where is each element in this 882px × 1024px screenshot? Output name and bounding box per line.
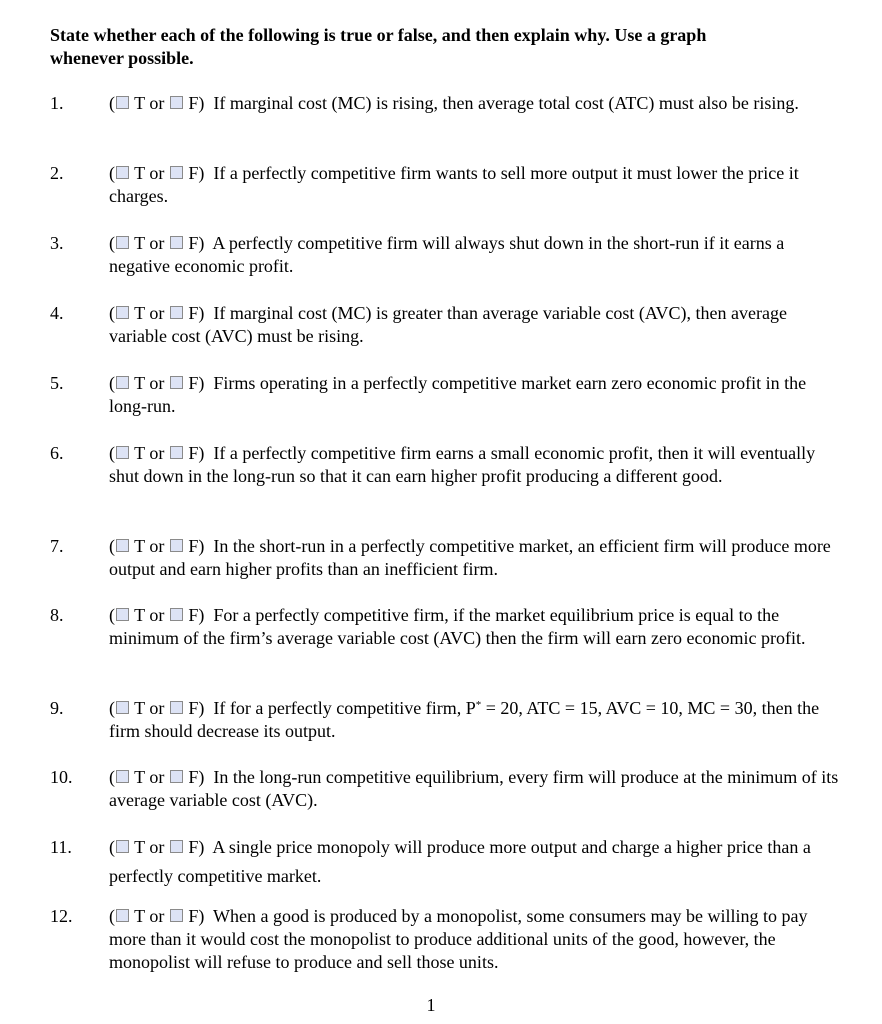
true-false-selector: ( T or F) [109, 767, 205, 787]
false-label: F) [183, 906, 205, 926]
false-checkbox[interactable] [170, 236, 183, 249]
instructions-line-2: whenever possible. [50, 48, 194, 68]
false-label: F) [183, 233, 205, 253]
true-checkbox[interactable] [116, 608, 129, 621]
false-checkbox[interactable] [170, 306, 183, 319]
false-label: F) [183, 163, 205, 183]
instructions-heading [50, 24, 810, 70]
true-false-selector: ( T or F) [109, 837, 205, 857]
question-number: 12. [50, 906, 73, 926]
question-number: 8. [50, 605, 64, 625]
question-number: 4. [50, 303, 64, 323]
question-text: If marginal cost (MC) is greater than average variable cost (AVC), then average variable cost (AVC) must be rising. [109, 303, 787, 346]
question-number: 1. [50, 93, 64, 113]
true-checkbox[interactable] [116, 909, 129, 922]
false-checkbox[interactable] [170, 770, 183, 783]
superscript-star: * [475, 699, 482, 711]
question-body [109, 92, 839, 115]
false-checkbox[interactable] [170, 608, 183, 621]
true-label: T or [130, 767, 169, 787]
true-false-selector: ( T or F) [109, 605, 205, 625]
question-number: 7. [50, 536, 64, 556]
question-text: A perfectly competitive firm will always shut down in the short-run if it earns a negative economic profit. [109, 233, 785, 276]
true-checkbox[interactable] [116, 306, 129, 319]
true-false-selector: ( T or F) [109, 906, 205, 926]
question-text: In the long-run competitive equilibrium, every firm will produce at the minimum of its average variable cost (AVC). [109, 767, 839, 810]
question-text: If for a perfectly competitive firm, P* = 20, ATC = 15, AVC = 10, MC = 30, then the firm should decrease its output. [109, 698, 820, 741]
false-label: F) [183, 767, 205, 787]
question-text: In the short-run in a perfectly competitive market, an efficient firm will produce more output and earn higher profits than an inefficient firm. [109, 536, 831, 579]
question-text: Firms operating in a perfectly competitive market earn zero economic profit in the long-run. [109, 373, 807, 416]
false-checkbox[interactable] [170, 446, 183, 459]
true-checkbox[interactable] [116, 446, 129, 459]
true-label: T or [130, 698, 169, 718]
false-label: F) [183, 373, 205, 393]
false-label: F) [183, 303, 205, 323]
question-body [109, 833, 839, 891]
true-label: T or [130, 837, 169, 857]
true-false-selector: ( T or F) [109, 163, 205, 183]
question-number: 2. [50, 163, 64, 183]
question-body [109, 372, 839, 418]
true-false-selector: ( T or F) [109, 536, 205, 556]
true-label: T or [130, 443, 169, 463]
true-checkbox[interactable] [116, 770, 129, 783]
true-false-selector: ( T or F) [109, 698, 205, 718]
question-text: When a good is produced by a monopolist, some consumers may be willing to pay more than it would cost the monopolist to produce additional units of the good, however, the monopolist will refuse to produce and sell those units. [109, 906, 808, 972]
question-body [109, 442, 839, 488]
question-body [109, 535, 839, 581]
question-body [109, 302, 839, 348]
question-body [109, 697, 839, 743]
true-false-selector: ( T or F) [109, 373, 205, 393]
question-body [109, 604, 839, 650]
true-label: T or [130, 906, 169, 926]
false-label: F) [183, 443, 205, 463]
true-label: T or [130, 163, 169, 183]
question-text: For a perfectly competitive firm, if the market equilibrium price is equal to the minimum of the firm’s average variable cost (AVC) then the firm will earn zero economic profit. [109, 605, 806, 648]
question-number: 10. [50, 767, 73, 787]
true-checkbox[interactable] [116, 96, 129, 109]
true-label: T or [130, 536, 169, 556]
true-label: T or [130, 93, 169, 113]
page-number: 1 [426, 995, 436, 1015]
true-label: T or [130, 373, 169, 393]
question-number: 9. [50, 698, 64, 718]
question-text: If a perfectly competitive firm wants to sell more output it must lower the price it charges. [109, 163, 799, 206]
true-false-selector: ( T or F) [109, 303, 205, 323]
true-checkbox[interactable] [116, 840, 129, 853]
false-checkbox[interactable] [170, 539, 183, 552]
question-number: 5. [50, 373, 64, 393]
false-checkbox[interactable] [170, 96, 183, 109]
true-false-selector: ( T or F) [109, 443, 205, 463]
false-checkbox[interactable] [170, 701, 183, 714]
true-label: T or [130, 233, 169, 253]
false-checkbox[interactable] [170, 909, 183, 922]
question-number: 6. [50, 443, 64, 463]
question-number: 3. [50, 233, 64, 253]
false-checkbox[interactable] [170, 166, 183, 179]
question-text: A single price monopoly will produce more output and charge a higher price than a perfectly competitive market. [109, 837, 811, 886]
true-false-selector: ( T or F) [109, 93, 205, 113]
question-text: If marginal cost (MC) is rising, then average total cost (ATC) must also be rising. [213, 93, 799, 113]
question-body [109, 766, 839, 812]
false-checkbox[interactable] [170, 840, 183, 853]
true-label: T or [130, 605, 169, 625]
false-label: F) [183, 93, 205, 113]
true-checkbox[interactable] [116, 701, 129, 714]
question-body [109, 232, 839, 278]
question-body [109, 905, 839, 974]
true-checkbox[interactable] [116, 236, 129, 249]
false-label: F) [183, 698, 205, 718]
question-number: 11. [50, 837, 72, 857]
false-checkbox[interactable] [170, 376, 183, 389]
true-false-selector: ( T or F) [109, 233, 205, 253]
true-checkbox[interactable] [116, 166, 129, 179]
question-body [109, 162, 839, 208]
false-label: F) [183, 605, 205, 625]
false-label: F) [183, 536, 205, 556]
true-checkbox[interactable] [116, 539, 129, 552]
question-text: If a perfectly competitive firm earns a small economic profit, then it will eventually shut down in the long-run so that it can earn higher profit producing a different good. [109, 443, 816, 486]
false-label: F) [183, 837, 205, 857]
true-label: T or [130, 303, 169, 323]
instructions-line-1: State whether each of the following is true or false, and then explain why. Use a graph [50, 25, 707, 45]
true-checkbox[interactable] [116, 376, 129, 389]
